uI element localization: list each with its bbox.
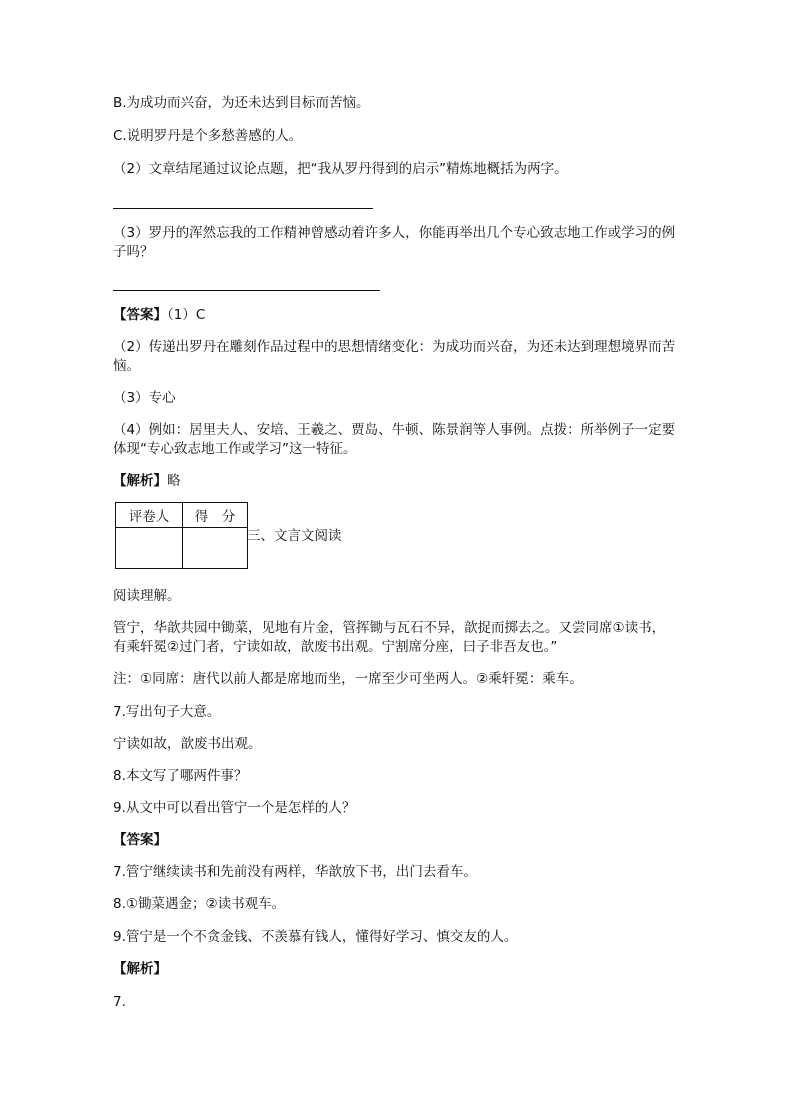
analysis-label-2: 【解析】 (113, 961, 167, 977)
passage-note: 注：①同席：唐代以前人都是席地而坐，一席至少可坐两人。②乘轩冕：乘车。 (113, 671, 583, 687)
answer-1 (113, 306, 678, 325)
answer-blank-line (113, 290, 380, 291)
reading-instruction: 阅读理解。 (113, 588, 181, 604)
score-table-grader-cell (116, 528, 183, 569)
score-table (115, 502, 248, 569)
question-2: （2）文章结尾通过议论点题，把“我从罗丹得到的启示”精炼地概括为两字。 (113, 161, 568, 177)
answer-label-2: 【答案】 (113, 832, 167, 848)
question-7-sentence: 宁读如故，歆废书出观。 (113, 736, 262, 752)
answer-2: （2）传递出罗丹在雕刻作品过程中的思想情绪变化：为成功而兴奋，为还未达到理想境界而苦恼。 (113, 339, 676, 374)
section-title: 三、文言文阅读 (247, 528, 342, 544)
answer-4: （4）例如：居里夫人、安培、王羲之、贾岛、牛顿、陈景润等人事例。点拨：所举例子一定要体现“专心致志地工作或学习”这一特征。 (113, 422, 676, 457)
answer-3: （3）专心 (113, 390, 176, 406)
score-table-score-header: 得 分 (183, 503, 248, 528)
answer-9: 9.管宁是一个不贪金钱、不羡慕有钱人，懂得好学习、慎交友的人。 (113, 929, 518, 945)
question-7: 7.写出句子大意。 (113, 704, 221, 720)
question-3: （3）罗丹的浑然忘我的工作精神曾感动着许多人，你能再举出几个专心致志地工作或学习的例子吗？ (113, 225, 676, 260)
analysis-label: 【解析】 (113, 473, 167, 489)
analysis-text: 略 (167, 473, 181, 489)
analysis-7-start: 7. (113, 994, 126, 1010)
answer-blank-line (113, 208, 373, 209)
answer-7: 7.管宁继续读书和先前没有两样，华歆放下书，出门去看车。 (113, 864, 477, 880)
option-b: B.为成功而兴奋，为还未达到目标而苦恼。 (113, 95, 370, 111)
question-9: 9.从文中可以看出管宁一个是怎样的人？ (113, 800, 356, 816)
answer-8: 8.①锄菜遇金；②读书观车。 (113, 896, 286, 912)
option-c: C.说明罗丹是个多愁善感的人。 (113, 128, 303, 144)
answer-label: 【答案】 (113, 307, 167, 323)
question-8: 8.本文写了哪两件事？ (113, 768, 248, 784)
classical-passage: 管宁，华歆共园中锄菜，见地有片金，管挥锄与瓦石不异，歆捉而掷去之。又尝同席①读书，有乘轩冕②过门者，宁读如故，歆废书出观。宁割席分座，曰子非吾友也。” (113, 620, 666, 655)
score-table-grader-header: 评卷人 (116, 503, 183, 528)
answer-text: （1）C (167, 307, 206, 323)
analysis-1 (113, 472, 678, 491)
score-table-score-cell (183, 528, 248, 569)
